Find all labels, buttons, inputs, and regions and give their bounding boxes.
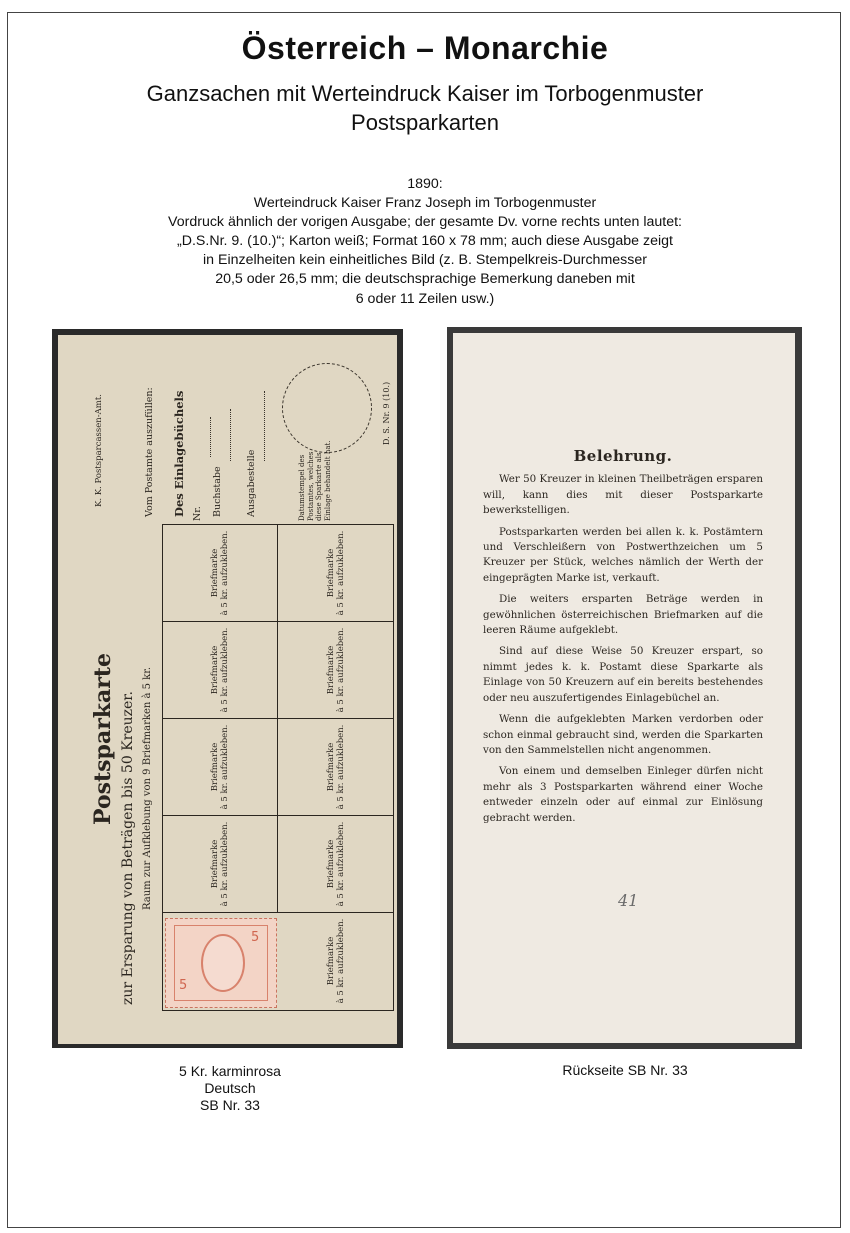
nr-dotted-line [210,417,212,457]
letter-label: Buchstabe [212,466,223,517]
emperor-portrait-icon [201,934,245,992]
print-code: D. S. Nr. 9 (10.) [382,381,391,445]
card-line-1: zur Ersparung von Beträgen bis 50 Kreuzer. [120,691,136,1005]
imprinted-stamp [165,918,277,1008]
front-caption [130,1063,330,1114]
stamp-cell-text: Briefmarke à 5 kr. aufzukleben. [325,821,346,907]
stamp-cell-text: Briefmarke à 5 kr. aufzukleben. [325,918,346,1004]
caption-line: Deutsch [204,1080,256,1096]
stamp-cell-text: Briefmarke à 5 kr. aufzukleben. [325,627,346,713]
back-card-scan [447,327,802,1049]
office-dotted-line [264,391,266,461]
stamp-cell-text: Briefmarke à 5 kr. aufzukleben. [325,724,346,810]
page-title: Österreich – Monarchie [241,30,609,66]
stamp-value: 5 [251,930,260,945]
instruction-paragraph: Von einem und demselben Einleger dürfen nicht mehr als 3 Postsparkarten während einer Woche entweder einzeln oder auf einmal zur Einlösung gebracht werden. [483,765,763,824]
stamp-cell-text: Briefmarke à 5 kr. aufzukleben. [210,724,230,810]
issue-description [0,175,850,309]
instruction-paragraph: Sind auf diese Weise 50 Kreuzer erspart, so nimmt jedes k. k. Postamt diese Sparkarte als Einlage von 50 Kreuzern auf ein bereits bestehendes oder neu auszufertigendes Einlagebüchel an. [483,645,763,704]
nr-label: Nr. [192,506,203,521]
postsparkarte-front [58,335,397,1044]
instructions-heading: Belehrung. [573,447,673,465]
stamp-cell [163,816,278,913]
page-subtitle-2: Postsparkarten [351,110,499,135]
postsparkarte-back [453,333,795,1043]
instructions-block [483,449,763,832]
instruction-paragraph: Wenn die aufgeklebten Marken verdorben oder schon einmal gebraucht sind, werden die Sparkarten von den Sammelstellen nicht angenommen. [483,713,763,756]
stamp-cell-text: Briefmarke à 5 kr. aufzukleben. [210,627,230,713]
stamp-cell [278,525,393,622]
description-line: Vordruck ähnlich der vorigen Ausgabe; der gesamte Dv. vorne rechts unten lautet: [168,214,682,231]
stamp-grid [162,524,394,1011]
description-line: Werteindruck Kaiser Franz Joseph im Torbogenmuster [253,195,597,212]
caption-line: Rückseite SB Nr. 33 [562,1062,688,1078]
description-line: in Einzelheiten kein einheitliches Bild (z. B. Stempelkreis-Durchmesser [203,252,647,269]
front-card-scan [52,329,403,1048]
instruction-paragraph: Wer 50 Kreuzer in kleinen Theilbeträgen ersparen will, kann dies mit dieser Postsparkarte bewerkstelligen. [483,473,763,517]
card-line-2: Raum zur Aufklebung von 9 Briefmarken à 5 kr. [142,666,153,910]
stamp-cell [163,622,278,719]
stamp-cell-text: Briefmarke à 5 kr. aufzukleben. [325,530,346,616]
office-line-label: Ausgabestelle [246,449,257,517]
stamp-cell [278,622,393,719]
description-line: 6 oder 11 Zeilen usw.) [355,290,495,307]
description-line: „D.S.Nr. 9. (10.)“; Karton weiß; Format 160 x 78 mm; auch diese Ausgabe zeigt [177,233,673,250]
stamp-cell [163,719,278,816]
stamp-frame [174,925,268,1001]
back-caption [520,1062,730,1079]
issue-year: 1890: [407,176,443,192]
stamp-cell-text: Briefmarke à 5 kr. aufzukleben. [210,530,230,616]
pencil-note: 41 [618,891,639,910]
booklet-label: Des Einlagebüchels [172,390,186,517]
caption-line: SB Nr. 33 [200,1097,260,1113]
caption-line: 5 Kr. karminrosa [179,1063,281,1079]
letter-dotted-line [230,409,232,461]
stamp-cell [278,816,393,913]
page-subtitle: Ganzsachen mit Werteindruck Kaiser im Torbogenmuster [146,81,704,106]
stamp-cell-text: Briefmarke à 5 kr. aufzukleben. [210,821,230,907]
stamp-value-2: 5 [179,978,188,993]
stamp-cell [163,525,278,622]
instruction-paragraph: Die weiters ersparten Beträge werden in gewöhnlichen österreichischen Briefmarken auf die leeren Räume aufgeklebt. [483,593,763,637]
stamp-cell [278,913,393,1009]
postmark-note: Datumstempel des Postamtes, welches diese Sparkarte als Einlage behandelt hat. [298,440,332,521]
office-label: K. K. Postsparcassen-Amt. [94,394,104,507]
stamp-cell [278,719,393,816]
card-title: Postsparkarte [90,652,116,825]
description-line: 20,5 oder 26,5 mm; die deutschsprachige Bemerkung daneben mit [215,271,635,288]
fill-note: Vom Postamte auszufüllen: [144,387,155,517]
instruction-paragraph: Postsparkarten werden bei allen k. k. Postämtern und Verschleißern von Postwerthzeichen um 5 Kreuzer per Stück, welches nämlich der Werth der eingeprägten Marke ist, verkauft. [483,525,763,584]
